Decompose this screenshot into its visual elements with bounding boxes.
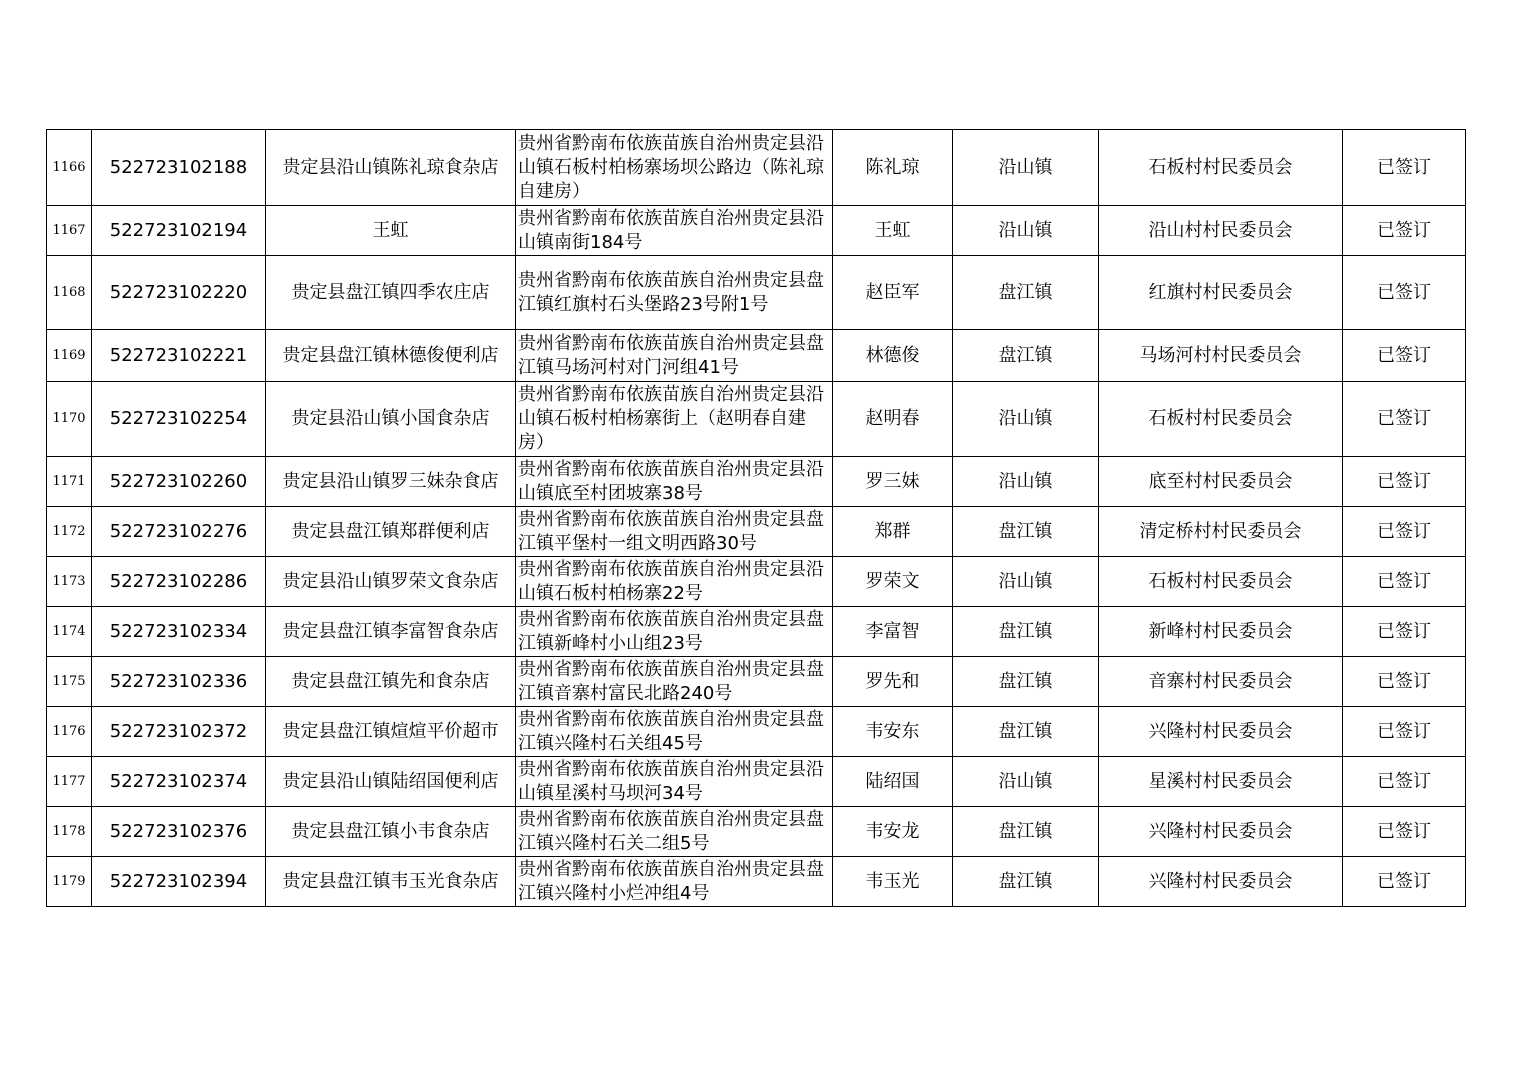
table-row — [47, 507, 1466, 557]
license-code: 522723102254 — [92, 382, 266, 457]
owner-name: 赵臣军 — [833, 256, 953, 330]
table-row — [47, 206, 1466, 256]
town-name: 盘江镇 — [953, 330, 1099, 382]
village-committee: 清定桥村村民委员会 — [1099, 507, 1343, 557]
sign-status: 已签订 — [1343, 807, 1466, 857]
store-address: 贵州省黔南布依族苗族自治州贵定县沿山镇石板村柏杨寨22号 — [516, 557, 833, 607]
town-name: 沿山镇 — [953, 382, 1099, 457]
row-index: 1171 — [47, 457, 92, 507]
store-name: 贵定县沿山镇陆绍国便利店 — [266, 757, 516, 807]
store-name: 贵定县盘江镇韦玉光食杂店 — [266, 857, 516, 907]
license-code: 522723102334 — [92, 607, 266, 657]
town-name: 盘江镇 — [953, 607, 1099, 657]
store-name: 贵定县盘江镇小韦食杂店 — [266, 807, 516, 857]
village-committee: 石板村村民委员会 — [1099, 557, 1343, 607]
table-row — [47, 707, 1466, 757]
registry-table — [46, 129, 1466, 907]
row-index: 1174 — [47, 607, 92, 657]
table-row — [47, 256, 1466, 330]
sign-status: 已签订 — [1343, 607, 1466, 657]
owner-name: 陆绍国 — [833, 757, 953, 807]
sign-status: 已签订 — [1343, 857, 1466, 907]
row-index: 1178 — [47, 807, 92, 857]
store-name: 贵定县盘江镇李富智食杂店 — [266, 607, 516, 657]
store-address: 贵州省黔南布依族苗族自治州贵定县盘江镇音寨村富民北路240号 — [516, 657, 833, 707]
row-index: 1169 — [47, 330, 92, 382]
store-name: 贵定县沿山镇罗荣文食杂店 — [266, 557, 516, 607]
sign-status: 已签订 — [1343, 757, 1466, 807]
store-name: 贵定县盘江镇煊煊平价超市 — [266, 707, 516, 757]
store-address: 贵州省黔南布依族苗族自治州贵定县沿山镇石板村柏杨寨场坝公路边（陈礼琼自建房） — [516, 130, 833, 206]
owner-name: 韦安东 — [833, 707, 953, 757]
village-committee: 红旗村村民委员会 — [1099, 256, 1343, 330]
owner-name: 罗荣文 — [833, 557, 953, 607]
town-name: 沿山镇 — [953, 130, 1099, 206]
town-name: 盘江镇 — [953, 857, 1099, 907]
license-code: 522723102374 — [92, 757, 266, 807]
license-code: 522723102276 — [92, 507, 266, 557]
town-name: 盘江镇 — [953, 807, 1099, 857]
village-committee: 兴隆村村民委员会 — [1099, 807, 1343, 857]
owner-name: 陈礼琼 — [833, 130, 953, 206]
village-committee: 底至村村民委员会 — [1099, 457, 1343, 507]
license-code: 522723102221 — [92, 330, 266, 382]
sign-status: 已签订 — [1343, 507, 1466, 557]
store-address: 贵州省黔南布依族苗族自治州贵定县盘江镇马场河村对门河组41号 — [516, 330, 833, 382]
sign-status: 已签订 — [1343, 457, 1466, 507]
store-name: 贵定县沿山镇罗三妹杂食店 — [266, 457, 516, 507]
owner-name: 韦安龙 — [833, 807, 953, 857]
table-row — [47, 382, 1466, 457]
sign-status: 已签订 — [1343, 130, 1466, 206]
table-row — [47, 557, 1466, 607]
sign-status: 已签订 — [1343, 382, 1466, 457]
row-index: 1179 — [47, 857, 92, 907]
row-index: 1170 — [47, 382, 92, 457]
license-code: 522723102372 — [92, 707, 266, 757]
row-index: 1167 — [47, 206, 92, 256]
village-committee: 音寨村村民委员会 — [1099, 657, 1343, 707]
table-row — [47, 330, 1466, 382]
village-committee: 兴隆村村民委员会 — [1099, 707, 1343, 757]
village-committee: 星溪村村民委员会 — [1099, 757, 1343, 807]
license-code: 522723102220 — [92, 256, 266, 330]
store-address: 贵州省黔南布依族苗族自治州贵定县盘江镇平堡村一组文明西路30号 — [516, 507, 833, 557]
row-index: 1168 — [47, 256, 92, 330]
town-name: 盘江镇 — [953, 657, 1099, 707]
village-committee: 沿山村村民委员会 — [1099, 206, 1343, 256]
store-address: 贵州省黔南布依族苗族自治州贵定县盘江镇兴隆村石关组45号 — [516, 707, 833, 757]
village-committee: 石板村村民委员会 — [1099, 382, 1343, 457]
store-name: 贵定县沿山镇小国食杂店 — [266, 382, 516, 457]
table-row — [47, 857, 1466, 907]
row-index: 1166 — [47, 130, 92, 206]
owner-name: 林德俊 — [833, 330, 953, 382]
license-code: 522723102188 — [92, 130, 266, 206]
town-name: 盘江镇 — [953, 256, 1099, 330]
table-body — [47, 130, 1466, 907]
sign-status: 已签订 — [1343, 557, 1466, 607]
town-name: 沿山镇 — [953, 557, 1099, 607]
town-name: 沿山镇 — [953, 206, 1099, 256]
table-row — [47, 130, 1466, 206]
license-code: 522723102194 — [92, 206, 266, 256]
sign-status: 已签订 — [1343, 206, 1466, 256]
store-address: 贵州省黔南布依族苗族自治州贵定县沿山镇石板村柏杨寨街上（赵明春自建房） — [516, 382, 833, 457]
store-address: 贵州省黔南布依族苗族自治州贵定县沿山镇底至村团坡寨38号 — [516, 457, 833, 507]
village-committee: 新峰村村民委员会 — [1099, 607, 1343, 657]
row-index: 1177 — [47, 757, 92, 807]
town-name: 盘江镇 — [953, 507, 1099, 557]
table-row — [47, 807, 1466, 857]
table-row — [47, 657, 1466, 707]
store-name: 贵定县盘江镇郑群便利店 — [266, 507, 516, 557]
store-address: 贵州省黔南布依族苗族自治州贵定县盘江镇兴隆村石关二组5号 — [516, 807, 833, 857]
store-name: 贵定县盘江镇先和食杂店 — [266, 657, 516, 707]
sign-status: 已签订 — [1343, 256, 1466, 330]
table-row — [47, 757, 1466, 807]
owner-name: 李富智 — [833, 607, 953, 657]
owner-name: 韦玉光 — [833, 857, 953, 907]
sign-status: 已签订 — [1343, 707, 1466, 757]
store-name: 贵定县盘江镇林德俊便利店 — [266, 330, 516, 382]
store-address: 贵州省黔南布依族苗族自治州贵定县盘江镇新峰村小山组23号 — [516, 607, 833, 657]
village-committee: 兴隆村村民委员会 — [1099, 857, 1343, 907]
store-address: 贵州省黔南布依族苗族自治州贵定县沿山镇星溪村马坝河34号 — [516, 757, 833, 807]
owner-name: 郑群 — [833, 507, 953, 557]
town-name: 盘江镇 — [953, 707, 1099, 757]
row-index: 1175 — [47, 657, 92, 707]
row-index: 1173 — [47, 557, 92, 607]
owner-name: 罗三妹 — [833, 457, 953, 507]
license-code: 522723102336 — [92, 657, 266, 707]
owner-name: 赵明春 — [833, 382, 953, 457]
row-index: 1176 — [47, 707, 92, 757]
store-address: 贵州省黔南布依族苗族自治州贵定县盘江镇兴隆村小烂冲组4号 — [516, 857, 833, 907]
owner-name: 王虹 — [833, 206, 953, 256]
owner-name: 罗先和 — [833, 657, 953, 707]
store-address: 贵州省黔南布依族苗族自治州贵定县盘江镇红旗村石头堡路23号附1号 — [516, 256, 833, 330]
license-code: 522723102394 — [92, 857, 266, 907]
sign-status: 已签订 — [1343, 657, 1466, 707]
town-name: 沿山镇 — [953, 757, 1099, 807]
store-name: 贵定县盘江镇四季农庄店 — [266, 256, 516, 330]
sign-status: 已签订 — [1343, 330, 1466, 382]
village-committee: 石板村村民委员会 — [1099, 130, 1343, 206]
store-name: 王虹 — [266, 206, 516, 256]
village-committee: 马场河村村民委员会 — [1099, 330, 1343, 382]
town-name: 沿山镇 — [953, 457, 1099, 507]
license-code: 522723102286 — [92, 557, 266, 607]
row-index: 1172 — [47, 507, 92, 557]
license-code: 522723102260 — [92, 457, 266, 507]
store-address: 贵州省黔南布依族苗族自治州贵定县沿山镇南街184号 — [516, 206, 833, 256]
table-row — [47, 607, 1466, 657]
table-row — [47, 457, 1466, 507]
license-code: 522723102376 — [92, 807, 266, 857]
store-name: 贵定县沿山镇陈礼琼食杂店 — [266, 130, 516, 206]
